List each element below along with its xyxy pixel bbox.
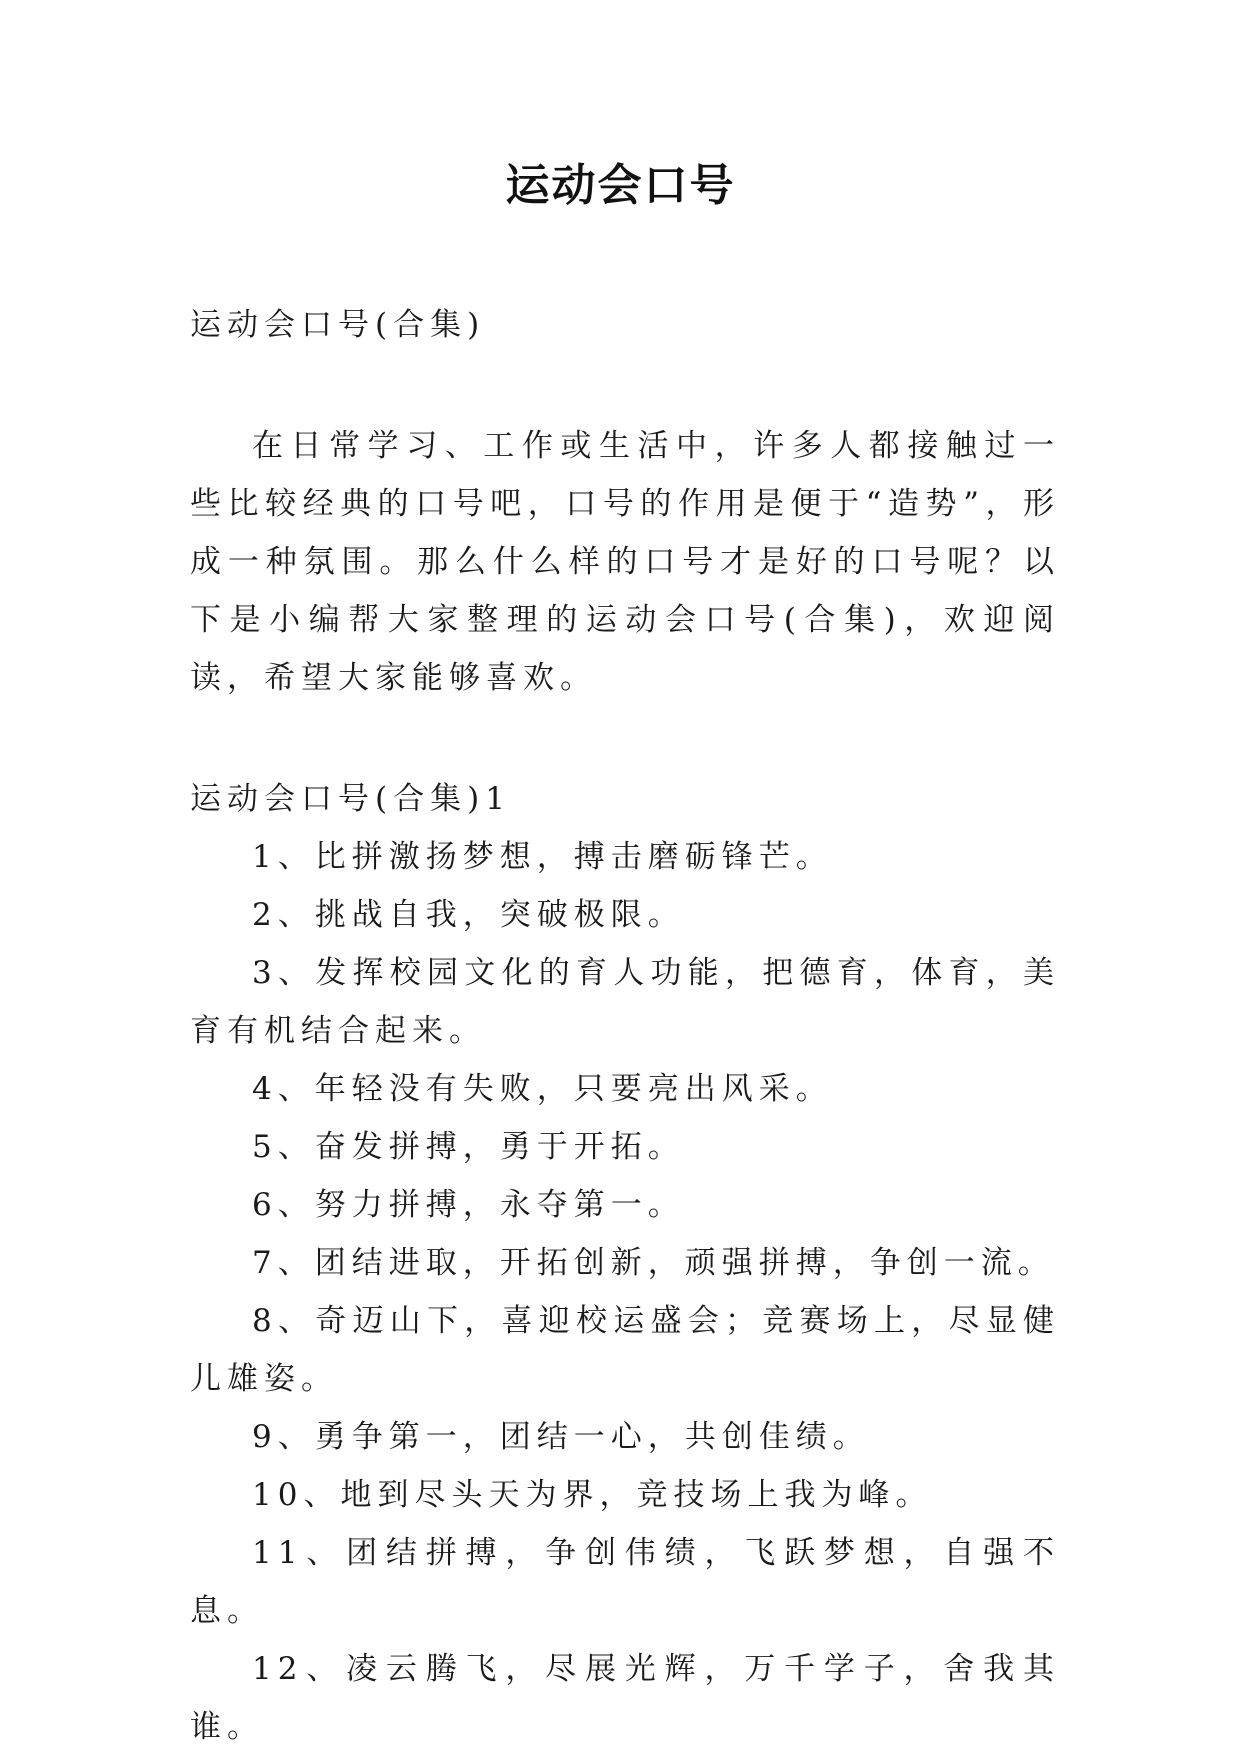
document-body <box>190 296 1060 1756</box>
slogan-item-3: 3、发挥校园文化的育人功能，把德育，体育，美育有机结合起来。 <box>190 955 1060 1049</box>
slogan-item-8: 8、奇迈山下，喜迎校运盛会；竞赛场上，尽显健儿雄姿。 <box>190 1303 1060 1397</box>
intro-paragraph: 在日常学习、工作或生活中，许多人都接触过一些比较经典的口号吧，口号的作用是便于“造势”，形成一种氛围。那么什么样的口号才是好的口号呢？以下是小编帮大家整理的运动会口号(合集)，欢迎阅读，希望大家能够喜欢。 <box>190 428 1060 696</box>
slogan-item-7: 7、团结进取，开拓创新，顽强拼搏，争创一流。 <box>252 1245 1055 1281</box>
slogan-item-10: 10、地到尽头天为界，竞技场上我为峰。 <box>252 1477 933 1513</box>
slogan-item-12: 12、凌云腾飞，尽展光辉，万千学子，舍我其谁。 <box>190 1651 1060 1745</box>
slogan-item-11: 11、团结拼搏，争创伟绩，飞跃梦想，自强不息。 <box>190 1535 1060 1629</box>
document-subtitle: 运动会口号(合集) <box>190 307 486 343</box>
slogan-item-6: 6、努力拼搏，永夺第一。 <box>252 1187 685 1223</box>
section-heading: 运动会口号(合集)1 <box>190 781 511 817</box>
slogan-item-1: 1、比拼激扬梦想，搏击磨砺锋芒。 <box>252 839 833 875</box>
slogan-item-5: 5、奋发拼搏，勇于开拓。 <box>252 1129 685 1165</box>
document-title: 运动会口号 <box>505 160 736 211</box>
slogan-item-4: 4、年轻没有失败，只要亮出风采。 <box>252 1071 833 1107</box>
slogan-item-9: 9、勇争第一，团结一心，共创佳绩。 <box>252 1419 870 1455</box>
slogan-item-2: 2、挑战自我，突破极限。 <box>252 897 685 933</box>
